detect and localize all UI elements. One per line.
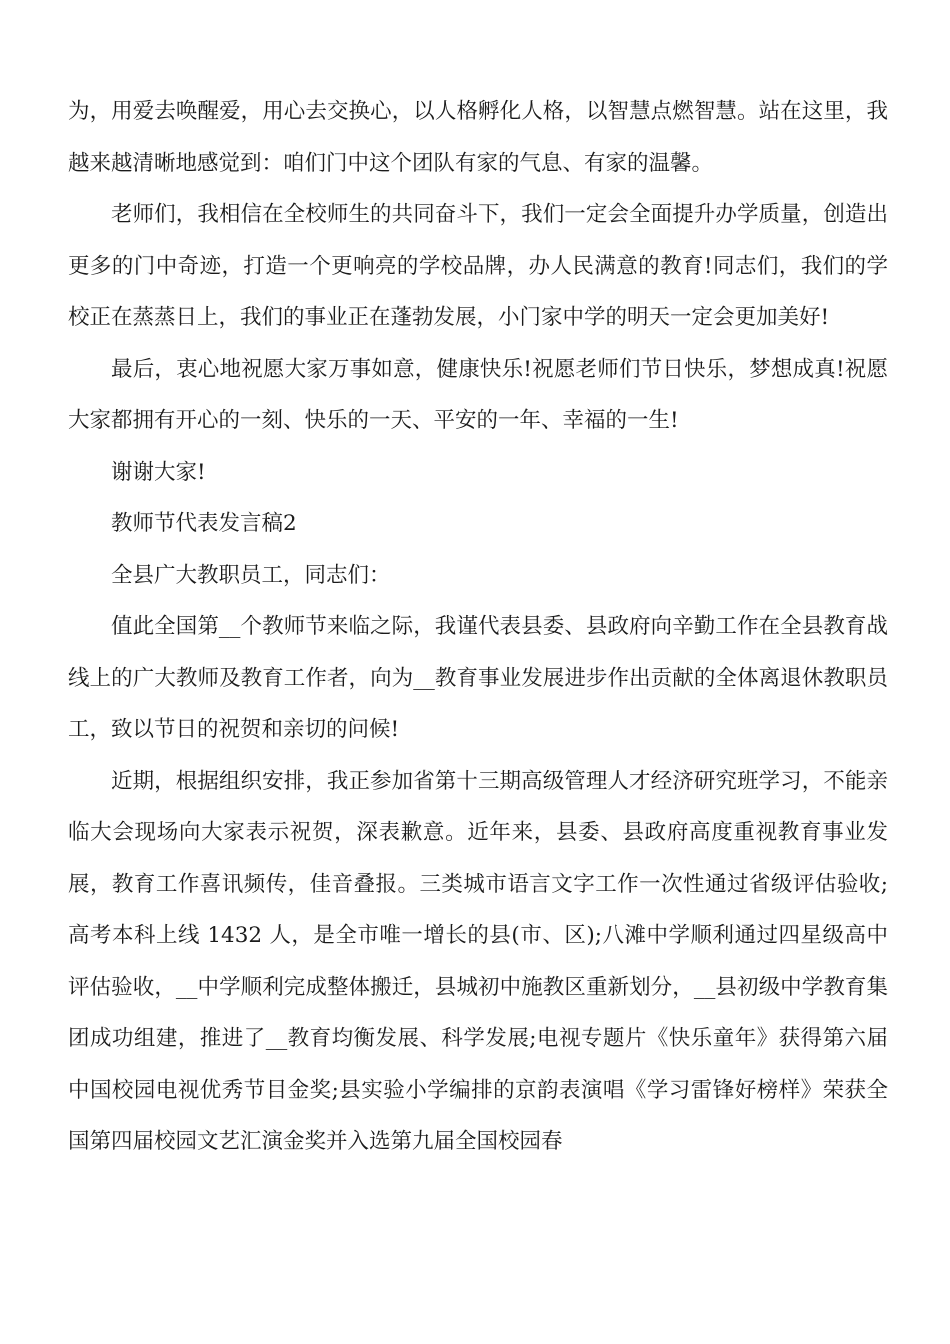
paragraph: 为，用爱去唤醒爱，用心去交换心，以人格孵化人格，以智慧点燃智慧。站在这里，我越来越清晰地感觉到：咱们门中这个团队有家的气息、有家的温馨。 [68, 99, 888, 176]
section-title: 教师节代表发言稿2 [111, 511, 297, 536]
salutation: 全县广大教职员工，同志们： [111, 562, 391, 588]
paragraph: 值此全国第__个教师节来临之际，我谨代表县委、县政府向辛勤工作在全县教育战线上的广大教师及教育工作者，向为__教育事业发展进步作出贡献的全体离退休教职员工，致以节日的祝贺和亲切的问候! [68, 614, 888, 742]
document-body [68, 86, 888, 1168]
paragraph: 最后，衷心地祝愿大家万事如意，健康快乐!祝愿老师们节日快乐，梦想成真!祝愿大家都拥有开心的一刻、快乐的一天、平安的一年、幸福的一生! [68, 356, 888, 433]
paragraph: 老师们，我相信在全校师生的共同奋斗下，我们一定会全面提升办学质量，创造出更多的门中奇迹，打造一个更响亮的学校品牌，办人民满意的教育!同志们，我们的学校正在蒸蒸日上，我们的事业正在蓬勃发展，小门家中学的明天一定会更加美好! [68, 202, 888, 330]
closing-line: 谢谢大家! [111, 459, 206, 485]
paragraph: 近期，根据组织安排，我正参加省第十三期高级管理人才经济研究班学习，不能亲临大会现场向大家表示祝贺，深表歉意。近年来，县委、县政府高度重视教育事业发展，教育工作喜讯频传，佳音叠报。三类城市语言文字工作一次性通过省级评估验收;高考本科上线 1432 人，是全市唯一增长的县(市、区);八滩中学顺利通过四星级高中评估验收，__中学顺利完成整体搬迁，县城初中施教区重新划分，__县初级中学教育集团成功组建，推进了__教育均衡发展、科学发展;电视专题片《快乐童年》获得第六届中国校园电视优秀节目金奖;县实验小学编排的京韵表演唱《学习雷锋好榜样》荣获全国第四届校园文艺汇演金奖并入选第九届全国校园春 [68, 768, 888, 1154]
